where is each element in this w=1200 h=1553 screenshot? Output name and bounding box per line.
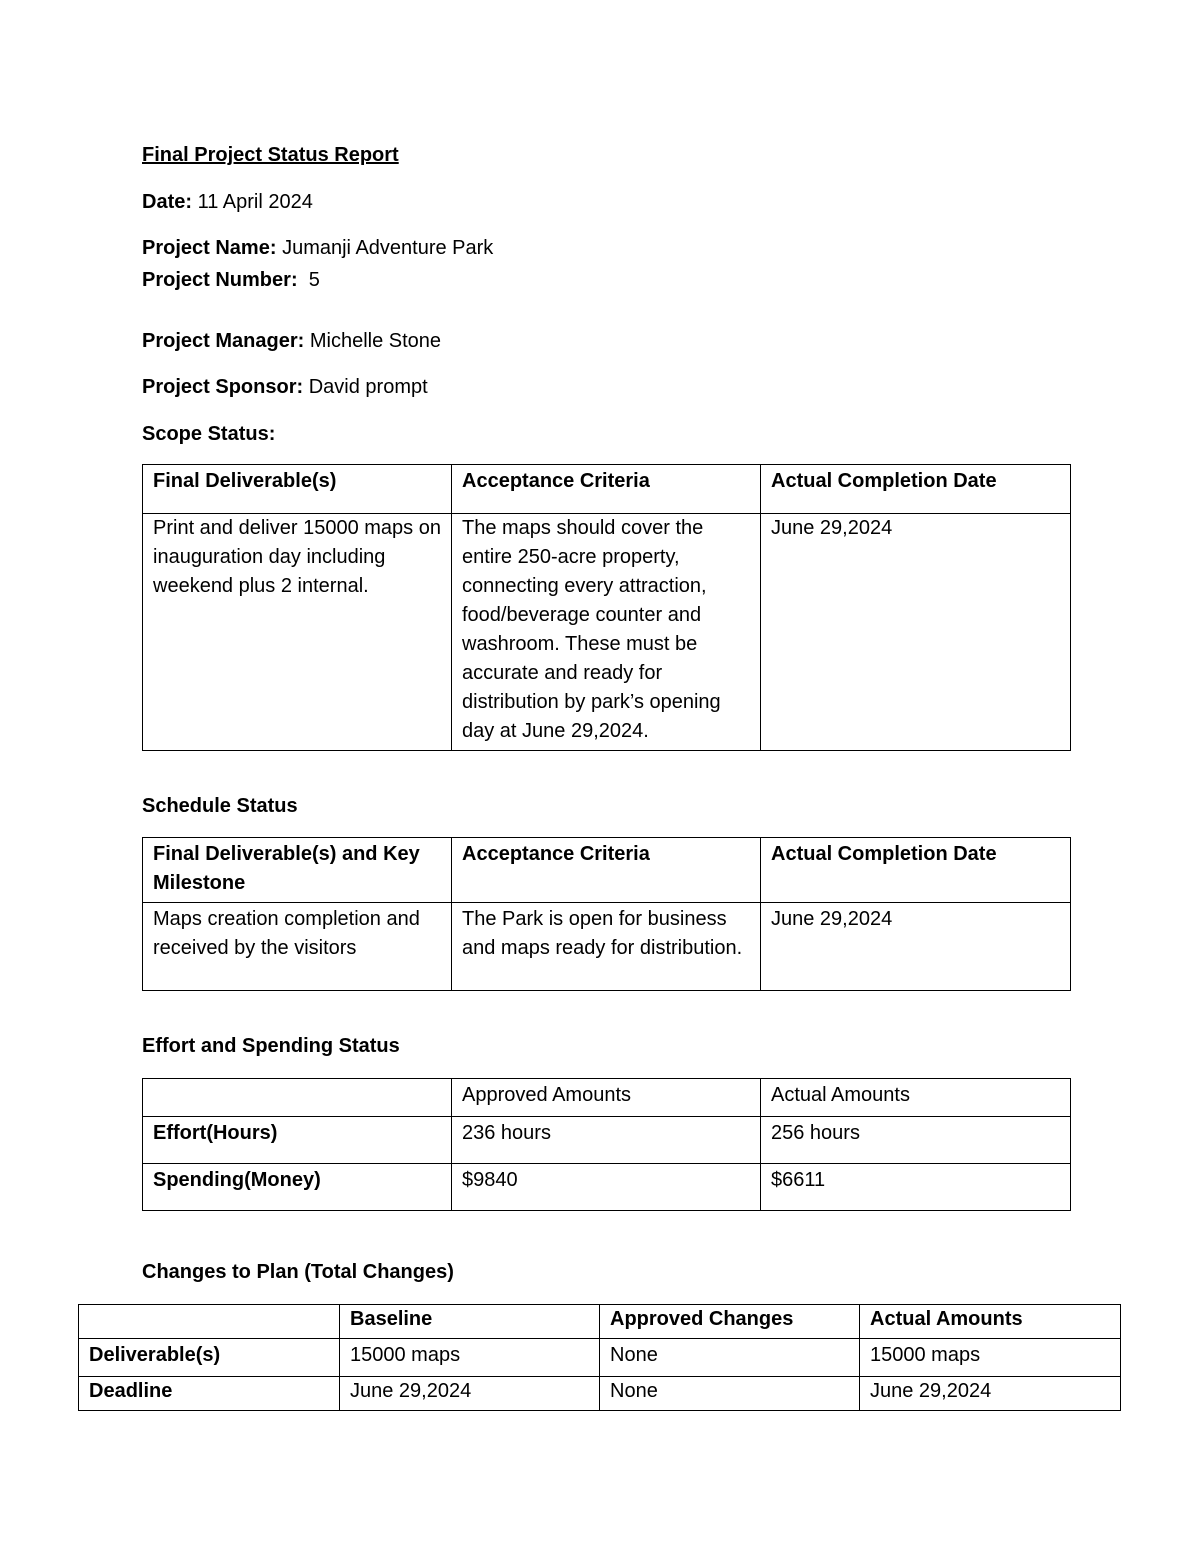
table-cell: 15000 maps <box>340 1339 600 1377</box>
table-cell: 256 hours <box>761 1117 1071 1164</box>
table-cell: Maps creation completion and received by the visitors <box>143 903 452 991</box>
table-row <box>79 1377 1121 1411</box>
date-label: Date <box>142 191 186 213</box>
table-header-row <box>143 838 1071 903</box>
table-cell: June 29,2024 <box>340 1377 600 1411</box>
table-header-cell: Acceptance Criteria <box>452 838 761 903</box>
table-cell: June 29,2024 <box>761 514 1071 751</box>
effort-heading: Effort and Spending Status <box>142 1035 400 1057</box>
changes-table <box>78 1304 1121 1411</box>
table-row <box>143 1164 1071 1211</box>
project-manager-label: Project Manager <box>142 330 298 352</box>
table-header-row <box>143 1079 1071 1117</box>
project-number-value: 5 <box>308 269 320 291</box>
table-row <box>143 1117 1071 1164</box>
table-cell: $9840 <box>452 1164 761 1211</box>
table-cell: Print and deliver 15000 maps on inauguration day including weekend plus 2 internal. <box>143 514 452 751</box>
project-sponsor-line: Project Sponsor: David prompt <box>142 376 428 398</box>
project-number-line: Project Number: 5 <box>142 269 320 291</box>
table-header-cell: Approved Changes <box>600 1305 860 1339</box>
project-manager-value: Michelle Stone <box>309 330 442 352</box>
project-manager-line: Project Manager: Michelle Stone <box>142 330 442 352</box>
project-name-label: Project Name <box>142 237 270 259</box>
table-cell: Deliverable(s) <box>79 1339 340 1377</box>
table-header-cell: Final Deliverable(s) and Key Milestone <box>143 838 452 903</box>
table-cell: 15000 maps <box>860 1339 1121 1377</box>
table-header-cell <box>143 1079 452 1117</box>
table-cell: Effort(Hours) <box>143 1117 452 1164</box>
table-header-cell: Acceptance Criteria <box>452 465 761 514</box>
table-header-cell: Final Deliverable(s) <box>143 465 452 514</box>
table-cell: Spending(Money) <box>143 1164 452 1211</box>
table-cell: None <box>600 1377 860 1411</box>
table-header-cell: Actual Completion Date <box>761 465 1071 514</box>
table-header-cell: Approved Amounts <box>452 1079 761 1117</box>
table-header-row <box>143 465 1071 514</box>
table-cell: June 29,2024 <box>860 1377 1121 1411</box>
table-header-cell: Baseline <box>340 1305 600 1339</box>
table-header-cell: Actual Amounts <box>860 1305 1121 1339</box>
table-cell: None <box>600 1339 860 1377</box>
table-cell: Deadline <box>79 1377 340 1411</box>
table-header-row <box>79 1305 1121 1339</box>
scope-table <box>142 464 1071 751</box>
table-cell: June 29,2024 <box>761 903 1071 991</box>
changes-heading: Changes to Plan (Total Changes) <box>142 1261 454 1283</box>
date-line: Date: 11 April 2024 <box>142 191 313 213</box>
table-header-cell <box>79 1305 340 1339</box>
table-row <box>143 514 1071 751</box>
table-header-cell: Actual Amounts <box>761 1079 1071 1117</box>
project-name-line: Project Name: Jumanji Adventure Park <box>142 237 494 259</box>
table-cell: The maps should cover the entire 250-acre property, connecting every attraction, food/beverage counter and washroom. These must be accurate and ready for distribution by park’s opening day at June 29,2024. <box>452 514 761 751</box>
project-sponsor-value: David prompt <box>308 376 428 398</box>
page-title: Final Project Status Report <box>142 144 399 166</box>
table-cell: 236 hours <box>452 1117 761 1164</box>
schedule-table <box>142 837 1071 991</box>
schedule-heading: Schedule Status <box>142 795 298 817</box>
table-header-cell: Actual Completion Date <box>761 838 1071 903</box>
date-value: 11 April 2024 <box>197 191 313 213</box>
project-name-value: Jumanji Adventure Park <box>282 237 494 259</box>
effort-table <box>142 1078 1071 1211</box>
table-row <box>143 903 1071 991</box>
project-number-label: Project Number <box>142 269 291 291</box>
scope-heading: Scope Status: <box>142 423 276 445</box>
table-cell: $6611 <box>761 1164 1071 1211</box>
project-sponsor-label: Project Sponsor <box>142 376 297 398</box>
table-cell: The Park is open for business and maps ready for distribution. <box>452 903 761 991</box>
table-row <box>79 1339 1121 1377</box>
